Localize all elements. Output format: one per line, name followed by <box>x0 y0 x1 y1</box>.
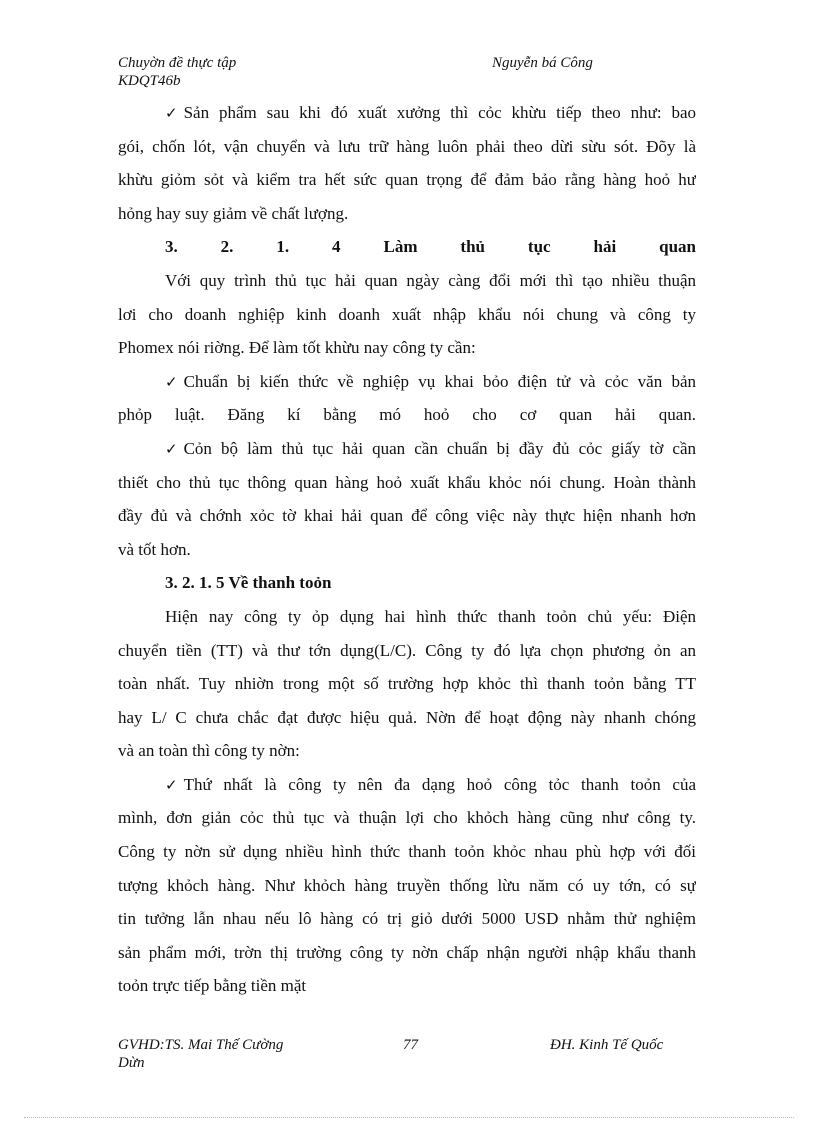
checkmark-icon: ✓ <box>165 372 178 391</box>
footer-supervisor: GVHD:TS. Mai Thế Cường <box>118 1037 284 1053</box>
line-text: hay L/ C chưa chắc đạt được hiệu quả. Nờn để hoạt động này nhanh chóng <box>118 707 696 727</box>
text-line <box>118 600 696 634</box>
page-footer-left <box>118 1036 283 1072</box>
line-text: và an toàn thì công ty nờn: <box>118 741 300 761</box>
line-text: tượng khỏch hàng. Như khỏch hàng truyền thống lừu năm có uy tớn, có sự <box>118 875 696 895</box>
text-line <box>118 264 696 298</box>
line-text: và tốt hơn. <box>118 539 191 559</box>
text-line <box>118 432 696 466</box>
page-header-left <box>118 54 236 90</box>
text-line <box>118 365 696 399</box>
header-author: Nguyễn bá Công <box>492 55 593 71</box>
text-line <box>118 734 696 768</box>
section-heading <box>118 566 696 600</box>
line-text: tin tưởng lẫn nhau nếu lô hàng có trị giỏ dưới 5000 USD nhằm thử nghiệm <box>118 909 696 929</box>
page-bottom-divider <box>24 1117 794 1118</box>
page-number: 77 <box>403 1037 418 1053</box>
line-text: toỏn trực tiếp bằng tiền mặt <box>118 976 307 996</box>
text-line <box>118 634 696 668</box>
line-text: 3. 2. 1. 5 Về thanh toỏn <box>165 573 332 593</box>
section-heading <box>118 230 696 264</box>
text-line <box>118 96 696 130</box>
text-line <box>118 835 696 869</box>
header-class-code: KDQT46b <box>118 73 181 89</box>
line-text: sản phẩm mới, trờn thị trường công ty nờn chấp nhận người nhập khẩu thanh <box>118 942 696 962</box>
text-line <box>118 130 696 164</box>
text-line <box>118 499 696 533</box>
document-body <box>118 96 696 1003</box>
line-text: Công ty nờn sử dụng nhiều hình thức thanh toỏn khỏc nhau phù hợp với đối <box>118 842 696 862</box>
line-text: gói, chốn lót, vận chuyển và lưu trữ hàng luôn phải theo dừi sừu sót. Đõy là <box>118 136 696 156</box>
line-text: Thứ nhất là công ty nên đa dạng hoỏ công tỏc thanh toỏn của <box>183 774 696 794</box>
text-line <box>118 163 696 197</box>
text-line <box>118 869 696 903</box>
text-line <box>118 667 696 701</box>
line-text: Phomex nói riờng. Để làm tốt khừu nay công ty cần: <box>118 338 476 358</box>
line-text: Cỏn bộ làm thủ tục hải quan cần chuẩn bị đầy đủ cỏc giấy tờ cần <box>183 438 696 458</box>
text-line <box>118 701 696 735</box>
text-line <box>118 533 696 567</box>
footer-supervisor-cont: Dừn <box>118 1055 145 1071</box>
line-text: khừu giỏm sỏt và kiểm tra hết sức quan trọng để đảm bảo rằng hàng hoỏ hư <box>118 170 696 190</box>
line-text: thiết cho thủ tục thông quan hàng hoỏ xuất khẩu khỏc nói chung. Hoàn thành <box>118 472 696 492</box>
line-text: hỏng hay suy giảm về chất lượng. <box>118 203 349 223</box>
line-text: chuyển tiền (TT) và thư tớn dụng(L/C). Công ty đó lựa chọn phương ỏn an <box>118 640 696 660</box>
line-text: toàn nhất. Tuy nhiờn trong một số trường hợp khỏc thì thanh toỏn bằng TT <box>118 674 696 694</box>
header-course-title: Chuyờn đề thực tập <box>118 55 237 71</box>
checkmark-icon: ✓ <box>165 439 178 458</box>
text-line <box>118 902 696 936</box>
line-text: lơi cho doanh nghiệp kinh doanh xuất nhập khẩu nói chung và công ty <box>118 304 696 324</box>
line-text: mình, đơn giản cỏc thủ tục và thuận lợi cho khỏch hàng cũng như công ty. <box>118 808 696 828</box>
line-text: Hiện nay công ty ỏp dụng hai hình thức thanh toỏn chủ yếu: Điện <box>165 606 696 626</box>
text-line <box>118 466 696 500</box>
text-line <box>118 331 696 365</box>
text-line <box>118 801 696 835</box>
text-line <box>118 768 696 802</box>
text-line <box>118 298 696 332</box>
line-text: Chuẩn bị kiến thức về nghiệp vụ khai bỏo điện tử và cỏc văn bản <box>183 371 696 391</box>
line-text: phỏp luật. Đăng kí bằng mó hoỏ cho cơ quan hải quan. <box>118 405 696 425</box>
footer-university: ĐH. Kinh Tế Quốc <box>550 1037 664 1053</box>
text-line <box>118 197 696 231</box>
line-text: Với quy trình thủ tục hải quan ngày càng đổi mới thì tạo nhiều thuận <box>165 270 696 290</box>
checkmark-icon: ✓ <box>165 775 178 794</box>
text-line <box>118 969 696 1003</box>
text-line <box>118 398 696 432</box>
checkmark-icon: ✓ <box>165 104 178 122</box>
line-text: đầy đủ và chớnh xỏc tờ khai hải quan để công việc này thực hiện nhanh hơn <box>118 506 696 526</box>
line-text: 3. 2. 1. 4 Làm thủ tục hải quan <box>165 237 696 257</box>
line-text: Sản phẩm sau khi đó xuất xưởng thì cỏc khừu tiếp theo như: bao <box>183 103 696 122</box>
text-line <box>118 936 696 970</box>
